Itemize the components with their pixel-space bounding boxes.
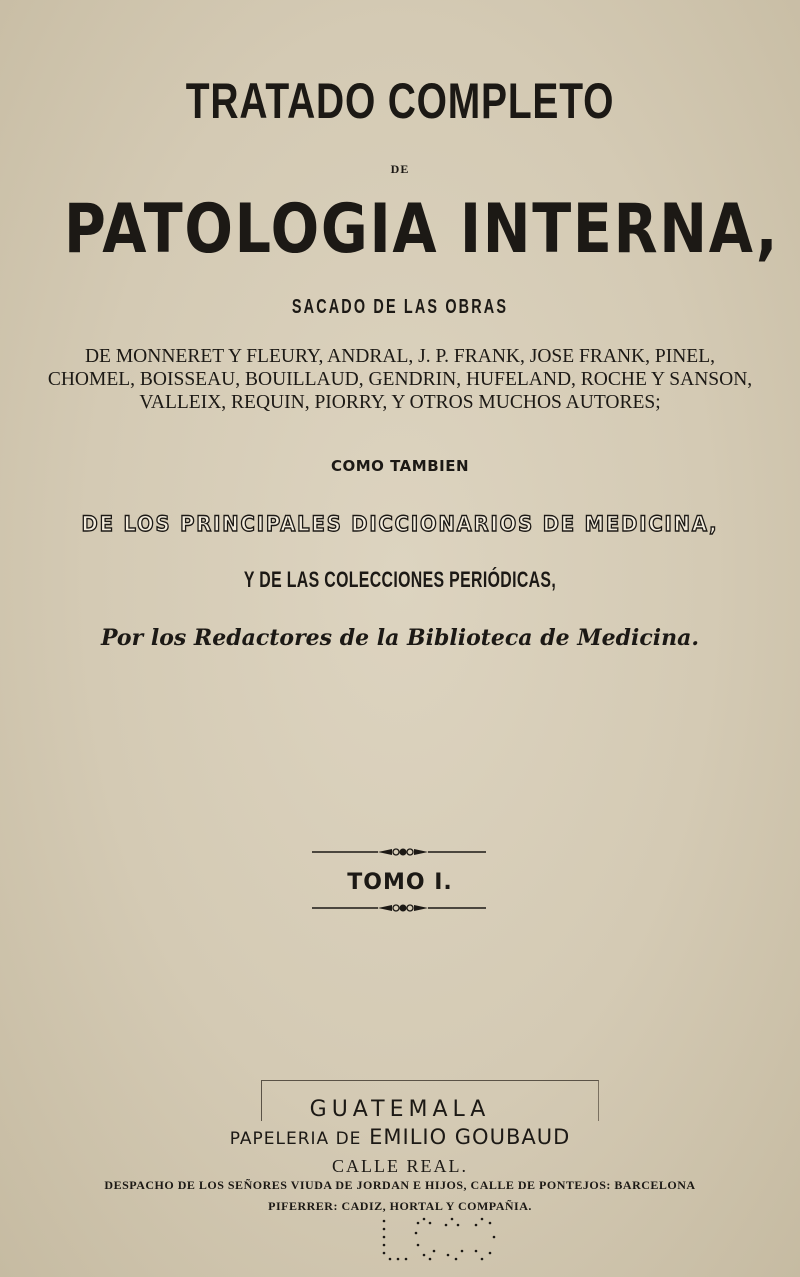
- stamp-shop-prefix: PAPELERIA DE: [229, 1129, 362, 1149]
- title-line-2: PATOLOGIA INTERNA,: [64, 190, 780, 269]
- authors-line: DE MONNERET Y FLEURY, ANDRAL, J. P. FRANK, JOSE FRANK, PINEL,: [84, 346, 716, 367]
- subtitle: SACADO DE LAS OBRAS: [291, 296, 509, 318]
- ornament-rule-bottom: [312, 903, 486, 913]
- title-connector: DE: [390, 162, 410, 176]
- volume-label: TOMO I.: [347, 870, 453, 895]
- dictionaries-line: DE LOS PRINCIPALES DICCIONARIOS DE MEDICINA,: [81, 512, 719, 536]
- authors-line: VALLEIX, REQUIN, PIORRY, Y OTROS MUCHOS AUTORES;: [139, 392, 661, 413]
- title-line-1: TRATADO COMPLETO: [185, 73, 615, 129]
- partners-line: PIFERRER: CADIZ, HORTAL Y COMPAÑIA.: [268, 1199, 532, 1213]
- stamp-street: CALLE REAL.: [332, 1156, 468, 1176]
- stamp-place: GUATEMALA: [309, 1097, 491, 1122]
- stamp-shop: [0, 1125, 800, 1149]
- despacho-line: DESPACHO DE LOS SEÑORES VIUDA DE JORDAN E HIJOS, CALLE DE PONTEJOS: BARCELONA: [104, 1178, 696, 1192]
- authors-line: CHOMEL, BOISSEAU, BOUILLAUD, GENDRIN, HUFELAND, ROCHE Y SANSON,: [47, 369, 753, 390]
- collections-line: Y DE LAS COLECCIONES PERIÓDICAS,: [243, 567, 557, 592]
- also-heading: COMO TAMBIEN: [330, 457, 470, 475]
- editors-line: Por los Redactores de la Biblioteca de Medicina.: [100, 625, 700, 651]
- ornament-rule-top: [312, 847, 486, 857]
- authors-block: [0, 345, 800, 414]
- dotted-ornament: [378, 1215, 508, 1265]
- stamp-shop-name: EMILIO GOUBAUD: [369, 1125, 571, 1149]
